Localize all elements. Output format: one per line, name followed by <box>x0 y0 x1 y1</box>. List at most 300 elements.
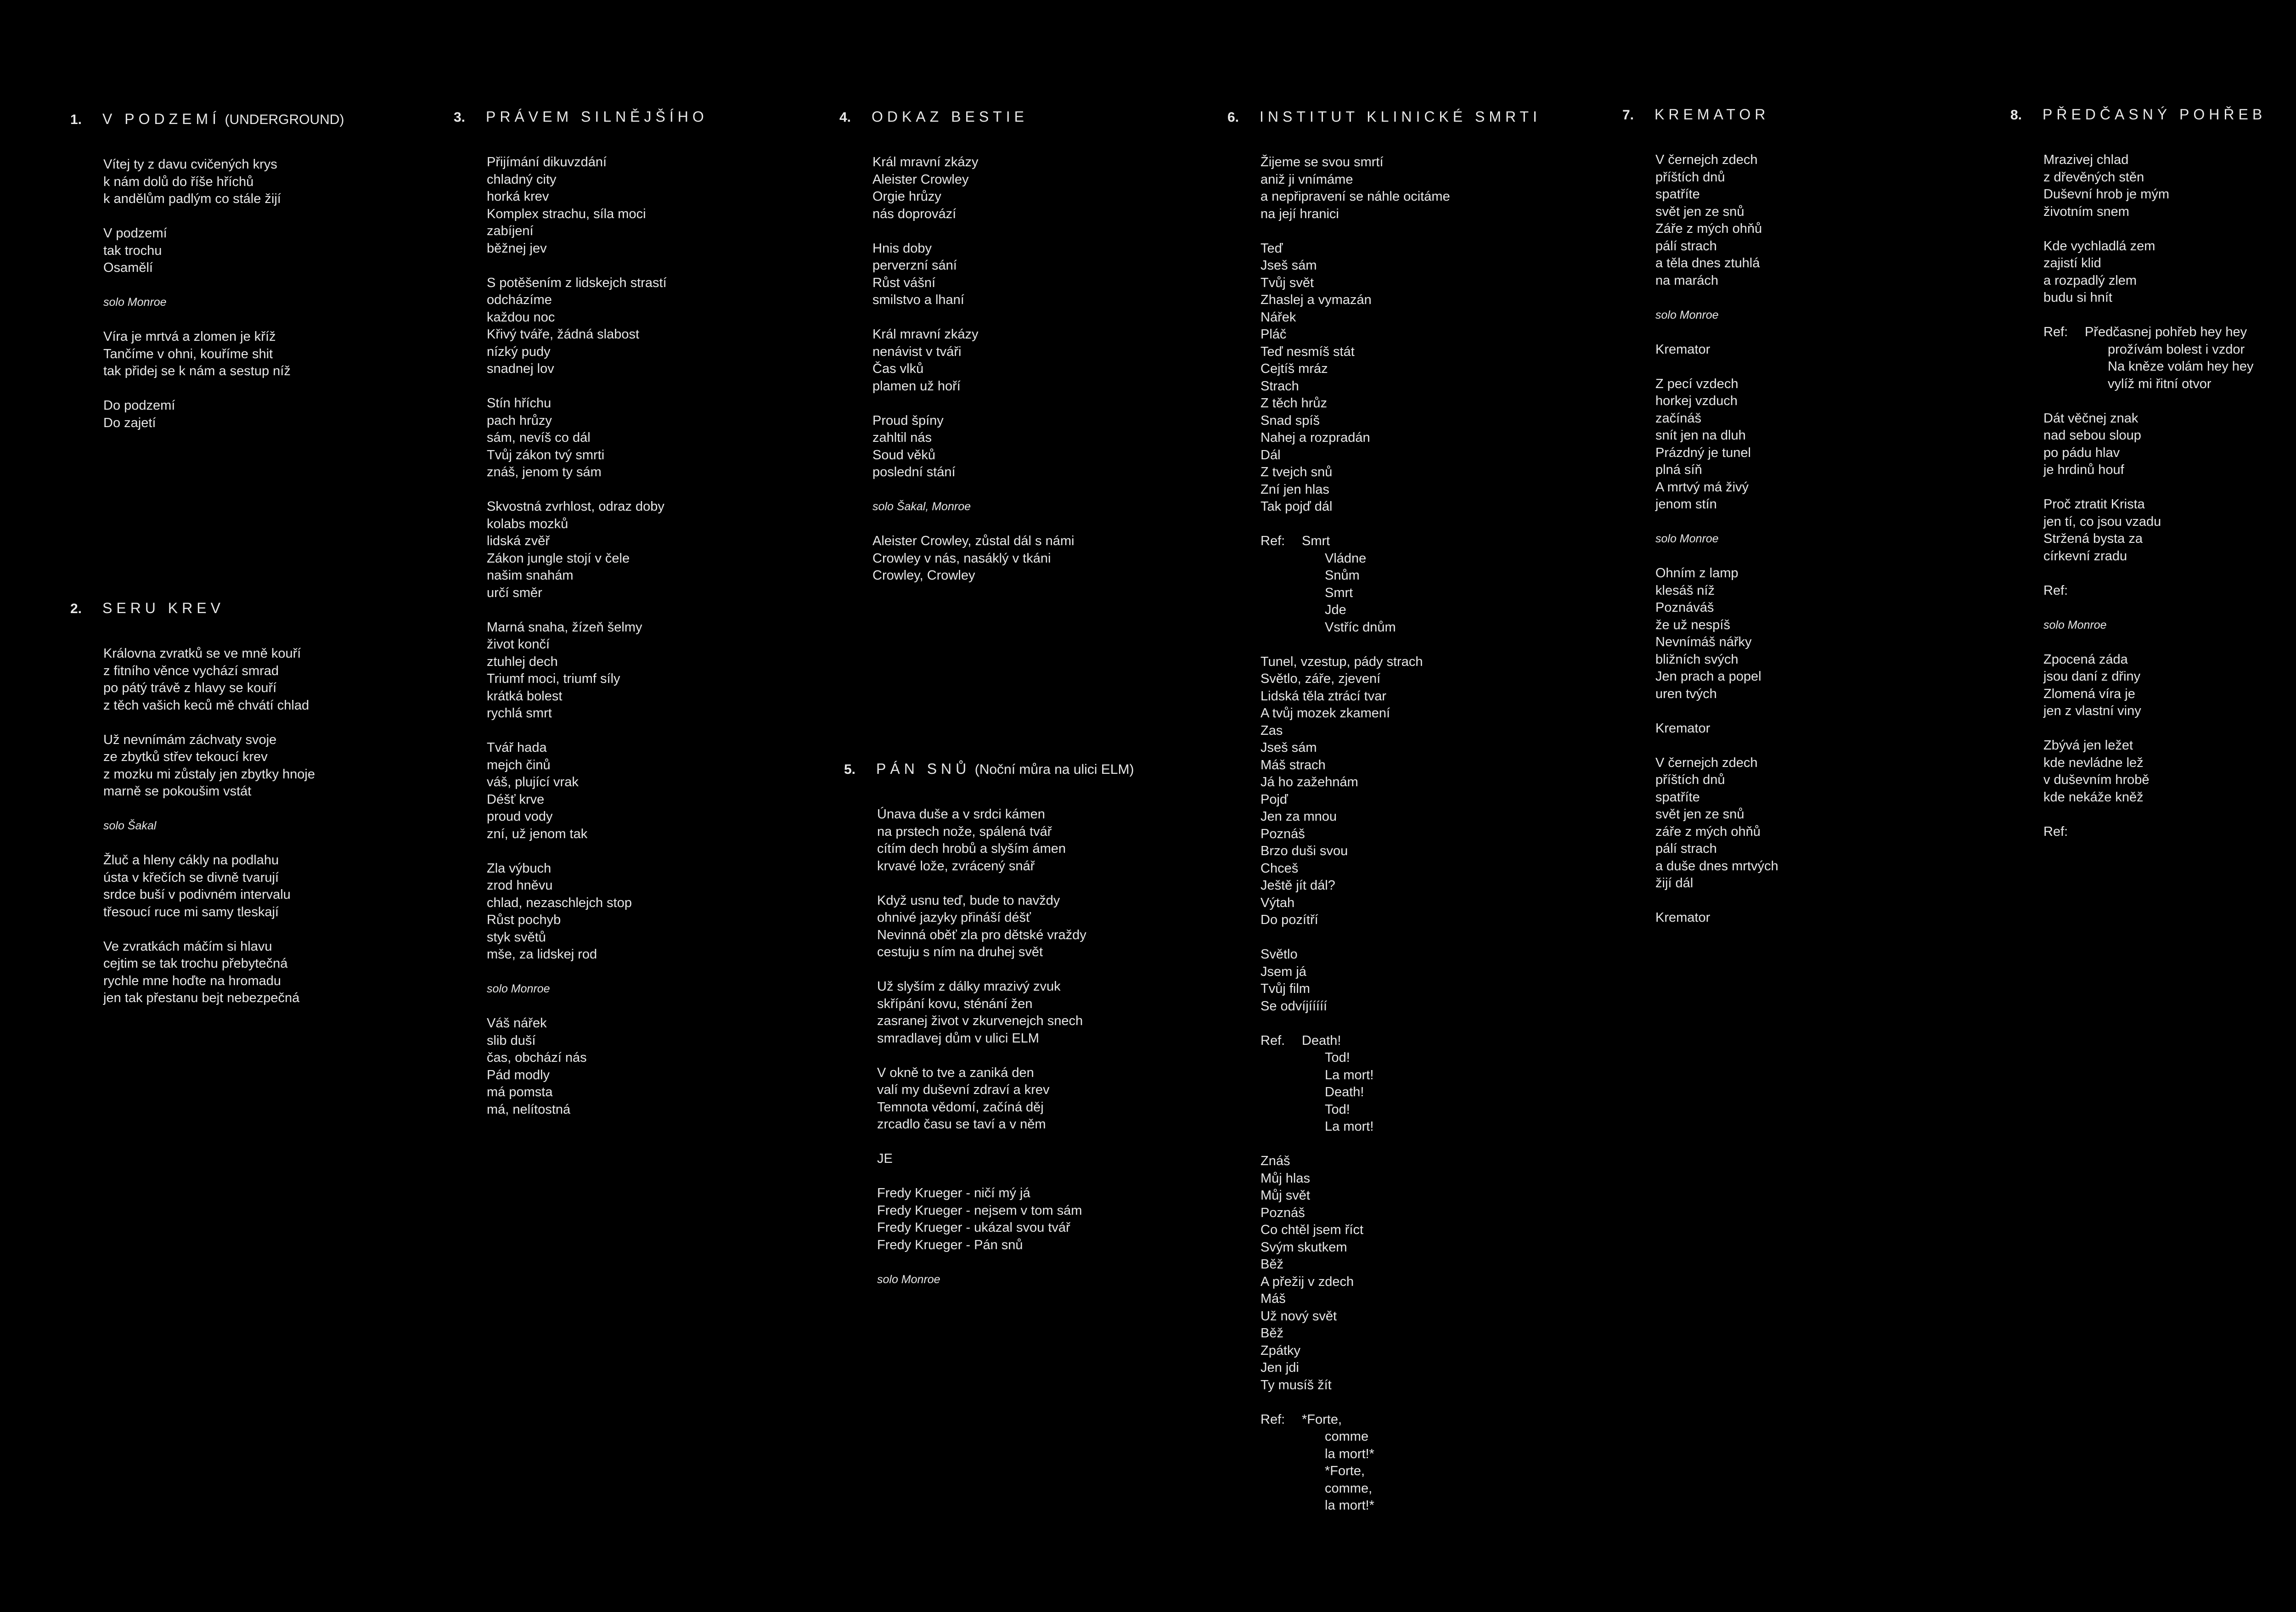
stanza-gap <box>1655 548 1778 565</box>
lyric-line: Kde vychladlá zem <box>2043 238 2155 254</box>
solo-note: solo Monroe <box>103 296 167 309</box>
lyric-line: kde nevládne lež <box>2043 755 2144 770</box>
lyric-line: žijí dál <box>1655 876 1694 891</box>
lyric-line: V podzemí <box>103 226 167 241</box>
lyric-line: Ve zvratkách máčím si hlavu <box>103 939 272 954</box>
lyric-line: Zbývá jen ležet <box>2043 738 2133 753</box>
song-subtitle: (Noční můra na ulici ELM) <box>974 762 1134 777</box>
lyric-line: jsou daní z dřiny <box>2043 669 2141 684</box>
solo-note: solo Monroe <box>2043 618 2107 631</box>
lyric-line: aniž ji vnímáme <box>1261 172 1353 187</box>
lyric-line: ohnivé jazyky přináší déšť <box>877 910 1031 925</box>
lyric-line: slib duší <box>487 1033 536 1048</box>
stanza-gap <box>1261 636 1450 654</box>
lyric-line: spatříte <box>1655 789 1700 805</box>
stanza-gap <box>2043 634 2254 651</box>
lyric-line: Fredy Krueger - Pán snů <box>877 1237 1023 1252</box>
lyric-line: Crowley, Crowley <box>872 568 975 583</box>
lyric-line: Temnota vědomí, začíná děj <box>877 1099 1044 1115</box>
lyric-line: Pláč <box>1261 327 1287 342</box>
lyric-line: Stržená bysta za <box>2043 531 2143 546</box>
refrain-label: Ref. <box>1261 1033 1285 1048</box>
lyric-line: Vstříc dnům <box>1325 620 1396 635</box>
solo-note: solo Šakal <box>103 819 157 832</box>
refrain-label: Ref: <box>2043 325 2068 339</box>
song-header <box>70 110 344 128</box>
song-header <box>844 760 1134 778</box>
lyric-line: Znáš <box>1261 1154 1290 1168</box>
lyric-line: Kremator <box>1655 721 1711 736</box>
lyric-line: uren tvých <box>1655 686 1717 701</box>
solo-note: solo Monroe <box>877 1273 940 1286</box>
stanza-gap <box>103 311 291 329</box>
song-header <box>839 108 1028 126</box>
stanza-gap <box>1655 892 1778 910</box>
lyric-line: Fredy Krueger - ukázal svou tvář <box>877 1220 1070 1235</box>
stanza-gap <box>877 1168 1086 1185</box>
lyric-line: nás doprovází <box>872 206 957 221</box>
lyric-line: pach hrůzy <box>487 413 552 428</box>
lyric-line: Záře z mých ohňů <box>1655 221 1762 236</box>
lyric-line: na její hranici <box>1261 206 1339 221</box>
lyric-line: k nám dolů do říše hříchů <box>103 174 254 189</box>
lyric-line: chladný city <box>487 172 557 187</box>
lyric-line: Žijeme se svou smrtí <box>1261 155 1384 169</box>
lyric-line: má pomsta <box>487 1085 553 1099</box>
lyric-line: Z pecí vzdech <box>1655 376 1739 391</box>
stanza-gap <box>103 277 291 294</box>
lyric-line: Se odvíjííííí <box>1261 998 1328 1014</box>
lyric-line: Já ho zažehnám <box>1261 775 1358 789</box>
refrain-line <box>1261 1032 1450 1050</box>
song-number: 1. <box>70 112 82 127</box>
stanza-gap <box>103 800 315 818</box>
lyric-line: Nevinná oběť zla pro dětské vraždy <box>877 927 1086 942</box>
lyric-line: Zhasleј a vymazán <box>1261 293 1372 307</box>
lyric-line: A mrtvý má živý <box>1655 479 1749 495</box>
lyric-line: Aleister Crowley <box>872 172 969 187</box>
lyric-line: příštích dnů <box>1655 169 1725 185</box>
lyric-line: a rozpadlý zlem <box>2043 273 2137 288</box>
lyric-line: *Forte, <box>1302 1412 1342 1427</box>
lyric-line: Duševní hrob je mým <box>2043 187 2169 202</box>
lyric-line: sám, nevíš co dál <box>487 430 591 445</box>
lyric-line: tak trochu <box>103 243 162 258</box>
lyric-line: comme, <box>1325 1481 1373 1496</box>
lyrics <box>2043 152 2254 840</box>
lyric-line: Zla výbuch <box>487 861 551 876</box>
lyric-line: Co chtěl jsem říct <box>1261 1223 1363 1237</box>
stanza-gap <box>1655 703 1778 720</box>
lyric-line: Smrt <box>1325 585 1353 600</box>
lyric-line: Můj hlas <box>1261 1171 1310 1186</box>
lyric-line: Křivý tváře, žádná slabost <box>487 327 640 342</box>
lyric-line: krvavé lože, zvrácený snář <box>877 858 1035 874</box>
lyric-line: váš, plující vrak <box>487 775 579 789</box>
lyric-line: Marná snaha, žízeň šelmy <box>487 620 642 635</box>
song-number: 8. <box>2010 107 2022 123</box>
lyric-line: ztuhlej dech <box>487 654 558 669</box>
lyric-line: Už slyším z dálky mrazivý zvuk <box>877 979 1061 994</box>
lyric-line: Běž <box>1261 1257 1283 1272</box>
lyric-line: Z tvejch snů <box>1261 465 1333 479</box>
refrain-line <box>1261 1411 1450 1429</box>
solo-note: solo Monroe <box>1655 532 1719 545</box>
lyric-line: Z těch hrůz <box>1261 396 1328 411</box>
lyric-line: Zpátky <box>1261 1343 1301 1358</box>
lyric-line: kde nekáže kněž <box>2043 789 2144 805</box>
lyric-line: Jsem já <box>1261 964 1306 979</box>
lyric-line: horká krev <box>487 189 549 204</box>
lyric-line: Běž <box>1261 1326 1283 1341</box>
lyric-line: Vítej ty z davu cvičených krys <box>103 157 277 172</box>
lyric-line: zrcadlo času se taví a v něm <box>877 1117 1046 1132</box>
song-title: PÁN SNŮ <box>876 761 971 777</box>
lyric-line: rychle mne hoďte na hromadu <box>103 973 281 988</box>
lyrics <box>872 154 1074 585</box>
lyric-line: Jde <box>1325 603 1346 617</box>
song-header <box>1227 108 1541 126</box>
lyric-line: horkej vzduch <box>1655 394 1738 408</box>
lyric-line: a nepřipravení se náhle ocitáme <box>1261 189 1450 204</box>
stanza-gap <box>1261 516 1450 533</box>
lyrics <box>103 645 315 1007</box>
lyric-line: život končí <box>487 637 550 652</box>
song-title: PRÁVEM SILNĚJŠÍHO <box>486 108 708 125</box>
lyric-line: smradlavej dům v ulici ELM <box>877 1031 1039 1046</box>
lyric-line: jen tak přestanu bejt nebezpečná <box>103 991 300 1005</box>
stanza-gap <box>872 516 1074 533</box>
lyric-line: začínáš <box>1655 411 1701 426</box>
lyric-line: třesoucí ruce mi samy tleskají <box>103 904 279 919</box>
refrain-line <box>2043 324 2254 341</box>
lyric-line: běžnej jev <box>487 241 547 256</box>
stanza-gap <box>2043 393 2254 410</box>
song-header <box>2010 106 2266 124</box>
lyric-line: zahltil nás <box>872 430 932 445</box>
song-number: 2. <box>70 601 82 616</box>
lyric-line: Vládne <box>1325 551 1367 566</box>
stanza-gap <box>2043 307 2254 324</box>
lyric-line: Osamělí <box>103 260 153 275</box>
lyric-line: Jseš sám <box>1261 740 1317 755</box>
lyric-line: Zákon jungle stojí v čele <box>487 551 630 566</box>
lyric-line: našim snahám <box>487 568 574 583</box>
lyric-line: krátká bolest <box>487 688 563 704</box>
stanza-gap <box>2043 220 2254 238</box>
lyric-line: cejtim se tak trochu přebytečná <box>103 956 288 971</box>
lyric-line: Mrazivej chlad <box>2043 152 2129 167</box>
lyric-line: styk světů <box>487 930 546 945</box>
lyric-line: Tvůj zákon tvý smrti <box>487 447 605 462</box>
lyric-line: Tvář hada <box>487 740 547 755</box>
lyric-line: ze zbytků střev tekoucí krev <box>103 750 268 764</box>
lyric-line: snadnej lov <box>487 361 554 376</box>
lyric-line: comme <box>1325 1429 1369 1444</box>
lyric-line: *Forte, <box>1325 1464 1365 1478</box>
lyric-line: Královna zvratků se ve mně kouří <box>103 646 301 661</box>
lyric-line: perverzní sání <box>872 258 957 273</box>
lyric-line: V černejch zdech <box>1655 755 1758 770</box>
lyric-line: Zlomená víra je <box>2043 686 2135 701</box>
stanza-gap <box>1655 513 1778 531</box>
lyric-line: k andělům padlým co stále žijí <box>103 192 281 206</box>
song-title: PŘEDČASNÝ POHŘEB <box>2043 106 2267 123</box>
lyric-line: Poznáš <box>1261 826 1305 841</box>
song-title: SERU KREV <box>102 600 225 616</box>
stanza-gap <box>2043 720 2254 738</box>
song-number: 4. <box>839 110 851 125</box>
lyric-line: Svým skutkem <box>1261 1240 1347 1255</box>
stanza-gap <box>1261 929 1450 947</box>
lyric-line: Déšť krve <box>487 792 545 807</box>
song-title: V PODZEMÍ <box>102 111 221 127</box>
lyric-line: životním snem <box>2043 204 2129 219</box>
stanza-gap <box>872 309 1074 327</box>
stanza-gap <box>487 843 667 860</box>
lyric-line: Do zajetí <box>103 415 156 430</box>
refrain-label: Ref: <box>1261 1412 1285 1427</box>
lyric-line: je hrdinů houf <box>2043 462 2124 477</box>
lyric-line: nízký pudy <box>487 344 551 359</box>
song-header <box>1622 106 1769 124</box>
song-number: 3. <box>454 110 466 125</box>
lyric-line: Přijímání dikuvzdání <box>487 155 607 169</box>
lyric-line: mejch činů <box>487 757 551 772</box>
lyric-line: la mort!* <box>1325 1498 1374 1513</box>
lyric-line: Už nevnímám záchvaty svoje <box>103 732 277 747</box>
lyric-line: Teď <box>1261 241 1283 256</box>
stanza-gap <box>487 378 667 395</box>
lyric-line: Fredy Krueger - nejsem v tom sám <box>877 1203 1082 1218</box>
lyric-line: Už nový svět <box>1261 1308 1337 1324</box>
lyric-line: tak přidej se k nám a sestup níž <box>103 364 291 378</box>
lyric-line: Tunel, vzestup, pády strach <box>1261 654 1423 669</box>
lyric-line: z těch vašich keců mě chvátí chlad <box>103 698 310 713</box>
lyric-line: Tvůj film <box>1261 981 1310 996</box>
lyric-line: Orgie hrůzy <box>872 189 941 204</box>
song-number: 7. <box>1622 107 1634 123</box>
stanza-gap <box>872 223 1074 240</box>
lyric-line: Poznáš <box>1261 1205 1305 1220</box>
lyric-line: Triumf moci, triumf síly <box>487 671 620 686</box>
lyric-line: určí směr <box>487 585 542 600</box>
stanza-gap <box>2043 806 2254 823</box>
lyric-line: Teď nesmíš stát <box>1261 344 1355 359</box>
lyric-line: poslední stání <box>872 465 956 479</box>
stanza-gap <box>103 921 315 938</box>
stanza-gap <box>877 961 1086 979</box>
stanza-gap <box>2043 599 2254 617</box>
lyric-line: Světlo, záře, zjevení <box>1261 671 1381 686</box>
stanza-gap <box>877 1133 1086 1151</box>
lyric-line: La mort! <box>1325 1119 1374 1134</box>
stanza-gap <box>1655 358 1778 376</box>
lyric-line: chlad, nezaschlejch stop <box>487 895 632 910</box>
lyric-line: Růst pochyb <box>487 913 561 927</box>
lyric-line: A přežij v zdech <box>1261 1274 1354 1289</box>
stanza-gap <box>103 714 315 732</box>
stanza-gap <box>1261 223 1450 240</box>
lyric-line: Proč ztratit Krista <box>2043 497 2145 512</box>
lyric-line: Skvostná zvrhlost, odraz doby <box>487 499 664 514</box>
lyric-line: církevní zradu <box>2043 548 2127 564</box>
lyric-line: Nářek <box>1261 310 1296 325</box>
lyric-line: Death! <box>1302 1033 1341 1048</box>
lyric-line: na prstech nože, spálená tvář <box>877 824 1052 839</box>
lyric-line: plná síň <box>1655 462 1702 477</box>
lyric-line: plamen už hoří <box>872 378 961 394</box>
lyric-line: po pátý trávě z hlavy se kouří <box>103 681 277 695</box>
lyric-line: z fitního věnce vychází smrad <box>103 663 279 678</box>
lyric-line: že už nespíš <box>1655 617 1730 632</box>
lyric-line: la mort!* <box>1325 1446 1374 1461</box>
lyric-line: Světlo <box>1261 947 1298 962</box>
song-number: 6. <box>1227 110 1239 125</box>
lyric-line: klesáš níž <box>1655 583 1715 598</box>
lyric-line: Tančíme v ohni, kouříme shit <box>103 346 273 361</box>
lyric-line: Máš <box>1261 1291 1286 1306</box>
solo-note: solo Monroe <box>487 982 550 995</box>
lyric-line: Zní jen hlas <box>1261 482 1329 497</box>
stanza-gap <box>1655 737 1778 755</box>
song-subtitle: (UNDERGROUND) <box>225 112 344 127</box>
lyric-line: zajistí klid <box>2043 256 2101 271</box>
lyric-line: spatříte <box>1655 187 1700 202</box>
lyric-line: Máš strach <box>1261 757 1326 772</box>
song-header <box>454 108 708 126</box>
stanza-gap <box>1261 1394 1450 1411</box>
lyrics <box>1261 154 1450 1515</box>
lyric-line: Dát věčnej znak <box>2043 411 2138 426</box>
lyric-line: Fredy Krueger - ničí mý já <box>877 1186 1030 1201</box>
lyric-line: cítím dech hrobů a slyším ámen <box>877 841 1066 856</box>
lyric-line: jen tí, co jsou vzadu <box>2043 514 2161 529</box>
song-title: INSTITUT KLINICKÉ SMRTI <box>1260 108 1541 125</box>
lyric-line: Jen jdi <box>1261 1360 1299 1375</box>
lyric-line: Předčasnej pohřeb hey hey <box>2085 325 2247 339</box>
lyric-line: budu si hnít <box>2043 290 2112 305</box>
stanza-gap <box>487 481 667 499</box>
lyric-line: Ref: <box>2043 824 2068 839</box>
lyric-line: svět jen ze snů <box>1655 204 1745 219</box>
lyric-line: Brzo duši svou <box>1261 844 1348 858</box>
stanza-gap <box>877 875 1086 892</box>
lyric-line: Zas <box>1261 723 1283 738</box>
lyric-line: Pád modly <box>487 1067 550 1082</box>
stanza-gap <box>877 1047 1086 1065</box>
lyric-line: zasranej život v zkurvenejch snech <box>877 1014 1083 1028</box>
lyric-line: Lidská těla ztrácí tvar <box>1261 688 1386 704</box>
lyric-line: kolabs mozků <box>487 516 568 531</box>
lyric-line: Jen za mnou <box>1261 809 1337 824</box>
solo-note: solo Monroe <box>1655 308 1719 321</box>
stanza-gap <box>487 602 667 619</box>
lyric-line: odcházíme <box>487 293 552 307</box>
lyric-line: z mozku mi zůstaly jen zbytky hnoje <box>103 767 315 782</box>
lyric-line: Na kněze volám hey hey <box>2108 359 2254 374</box>
lyric-line: Do pozítří <box>1261 913 1318 927</box>
lyric-line: mše, za lidskej rod <box>487 947 597 962</box>
refrain-line <box>1261 533 1450 550</box>
lyric-line: Jseš sám <box>1261 258 1317 273</box>
stanza-gap <box>487 964 667 981</box>
lyric-line: znáš, jenom ty sám <box>487 465 602 479</box>
stanza-gap <box>103 835 315 852</box>
lyric-line: Ty musíš žít <box>1261 1377 1332 1392</box>
lyric-line: v duševním hrobě <box>2043 772 2150 787</box>
stanza-gap <box>487 722 667 740</box>
lyric-line: Nahej a rozpradán <box>1261 430 1370 445</box>
lyric-line: Můj svět <box>1261 1188 1310 1203</box>
lyric-line: S potěšením z lidskejch strastí <box>487 275 667 290</box>
lyric-line: Nevnímáš nářky <box>1655 635 1752 649</box>
lyric-line: La mort! <box>1325 1067 1374 1082</box>
lyric-line: Pojď <box>1261 792 1288 807</box>
lyric-line: každou noc <box>487 310 555 325</box>
lyric-line: bližních svých <box>1655 652 1739 667</box>
lyric-line: Únava duše a v srdci kámen <box>877 807 1045 822</box>
lyric-line: valí my duševní zdraví a krev <box>877 1082 1050 1097</box>
lyric-line: Váš nářek <box>487 1016 547 1031</box>
lyrics <box>877 806 1086 1288</box>
stanza-gap <box>1655 324 1778 341</box>
stanza-gap <box>103 380 291 398</box>
lyric-line: čas, obchází nás <box>487 1050 587 1065</box>
lyric-line: Stín hříchu <box>487 396 551 411</box>
lyric-line: snít jen na dluh <box>1655 428 1746 443</box>
lyric-line: JE <box>877 1151 893 1166</box>
lyric-line: má, nelítostná <box>487 1102 571 1117</box>
lyric-line: z dřevěných stěn <box>2043 169 2144 185</box>
lyric-line: Death! <box>1325 1085 1364 1099</box>
lyrics <box>103 156 291 432</box>
lyric-line: Hnis doby <box>872 241 932 256</box>
stanza-gap <box>872 395 1074 412</box>
lyric-line: a duše dnes mrtvých <box>1655 858 1778 874</box>
lyric-line: nenávist v tváři <box>872 344 962 359</box>
lyric-line: skřípání kovu, sténání žen <box>877 996 1033 1011</box>
lyric-line: zrod hněvu <box>487 878 553 893</box>
song-title: ODKAZ BESTIE <box>872 108 1028 125</box>
lyric-line: a těla dnes ztuhlá <box>1655 256 1760 271</box>
lyric-line: lidská zvěř <box>487 534 550 548</box>
lyric-line: A tvůj mozek zkamení <box>1261 706 1390 721</box>
lyric-line: Tod! <box>1325 1050 1350 1065</box>
lyric-line: na marách <box>1655 273 1719 288</box>
lyric-line: svět jen ze snů <box>1655 807 1745 822</box>
refrain-label: Ref: <box>1261 534 1285 548</box>
lyric-line: smilstvo a lhaní <box>872 293 964 307</box>
lyric-line: cestuju s ním na druhej svět <box>877 945 1043 959</box>
lyric-line: Poznáváš <box>1655 600 1714 615</box>
lyric-line: pálí strach <box>1655 238 1717 254</box>
lyric-line: Zpocená záda <box>2043 652 2128 667</box>
lyric-line: Komplex strachu, síla moci <box>487 206 646 221</box>
lyric-line: V černejch zdech <box>1655 152 1758 167</box>
lyric-line: Tod! <box>1325 1102 1350 1117</box>
lyric-line: Snad spíš <box>1261 413 1320 428</box>
lyric-line: příštích dnů <box>1655 772 1725 787</box>
lyric-line: Tak pojď dál <box>1261 499 1333 514</box>
lyric-line: Čas vlků <box>872 361 924 376</box>
stanza-gap <box>872 481 1074 499</box>
stanza-gap <box>1261 1015 1450 1032</box>
lyric-line: Ohním z lamp <box>1655 566 1739 581</box>
lyric-line: Chceš <box>1261 861 1299 876</box>
lyric-line: srdce buší v podivném intervalu <box>103 887 291 902</box>
lyric-line: Crowley v nás, nasáklý v tkáni <box>872 551 1051 566</box>
